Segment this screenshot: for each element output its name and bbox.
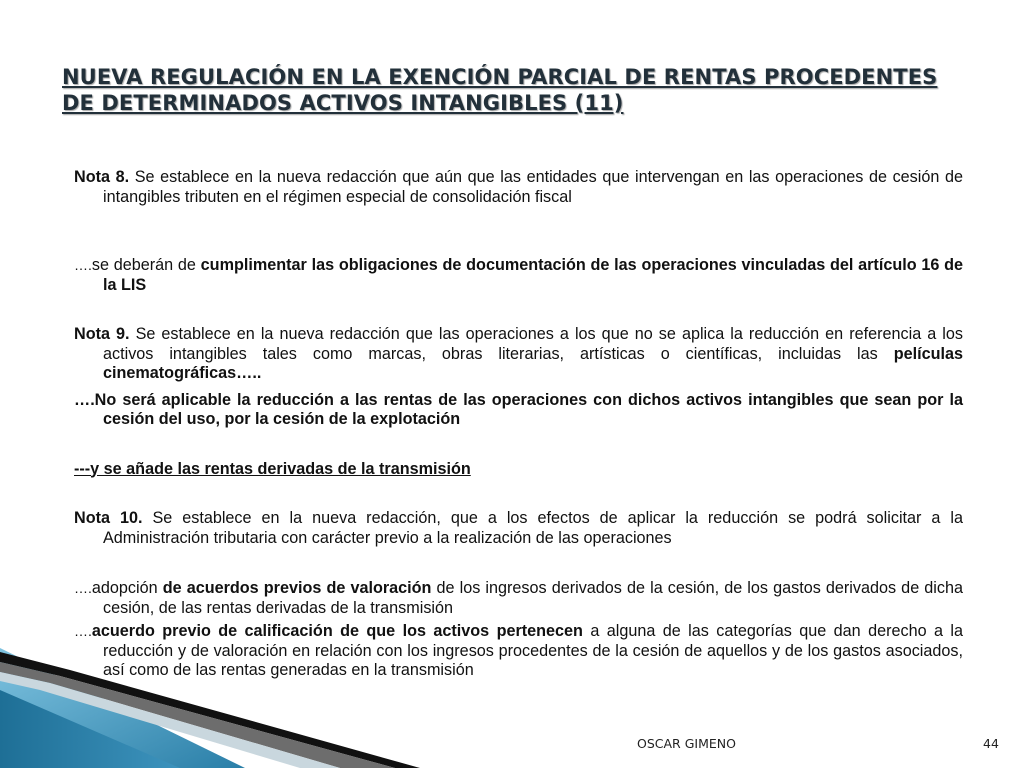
paragraph-acuerdo-calificacion: ….acuerdo previo de calificación de que los activos pertenecen a alguna de las categorías que dan derecho a la reducción y de valoración en relación con los ingresos procedentes de la cesión de aquellos y de los gastos asociados, así como de las rentas generadas en la transmisión bbox=[74, 622, 963, 679]
paragraph-nota-9: Nota 9. Se establece en la nueva redacción que las operaciones a los que no se aplica la reducción en referencia a los activos intangibles tales como marcas, obras literarias, artísticas o científicas, incluidas las películas cinematográficas….. bbox=[74, 325, 963, 382]
paragraph-nota-10: Nota 10. Se establece en la nueva redacción, que a los efectos de aplicar la reducción se podrá solicitar a la Administración tributaria con carácter previo a la realización de las operaciones bbox=[74, 509, 963, 547]
slide-body bbox=[74, 168, 963, 681]
paragraph-documentacion: ….se deberán de cumplimentar las obligaciones de documentación de las operaciones vinculadas del artículo 16 de la LIS bbox=[74, 256, 963, 294]
page-title: NUEVA REGULACIÓN EN LA EXENCIÓN PARCIAL DE RENTAS PROCEDENTES DE DETERMINADOS ACTIVOS INTANGIBLES (11) bbox=[62, 65, 938, 115]
paragraph-nota-8: Nota 8. Se establece en la nueva redacción que aún que las entidades que intervengan en las operaciones de cesión de intangibles tributen en el régimen especial de consolidación fiscal bbox=[74, 168, 963, 206]
paragraph-acuerdos-valoracion: ….adopción de acuerdos previos de valoración de los ingresos derivados de la cesión, de los gastos derivados de dicha cesión, de las rentas derivadas de la transmisión bbox=[74, 579, 963, 617]
page-number: 44 bbox=[983, 736, 999, 751]
paragraph-no-aplicable: ….No será aplicable la reducción a las rentas de las operaciones con dichos activos intangibles que sean por la cesión del uso, por la cesión de la explotación bbox=[74, 390, 963, 428]
footer-author: OSCAR GIMENO bbox=[637, 736, 736, 751]
paragraph-transmision: ---y se añade las rentas derivadas de la transmisión bbox=[74, 459, 471, 478]
